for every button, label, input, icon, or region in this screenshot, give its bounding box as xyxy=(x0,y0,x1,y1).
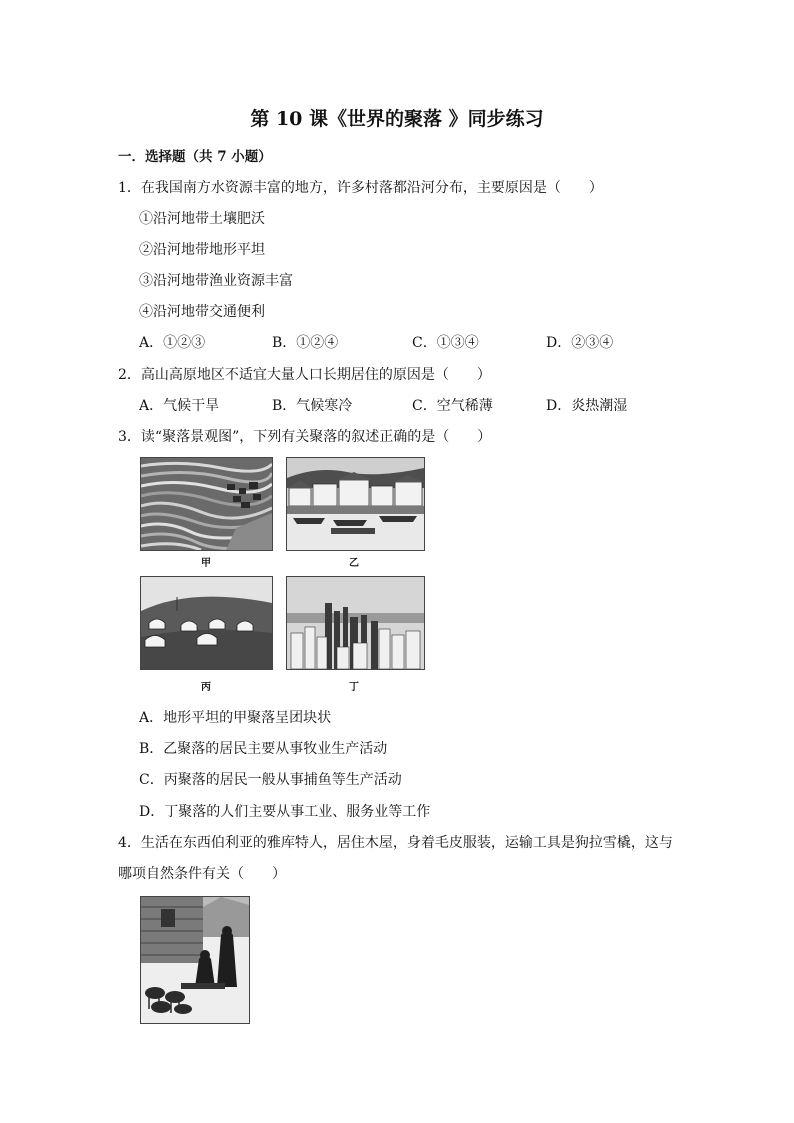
page-title: 第 10 课《世界的聚落 》同步练习 xyxy=(250,108,544,130)
photo-yurt-camp xyxy=(140,576,273,670)
question-2-stem: 2．高山高原地区不适宜大量人口长期居住的原因是（ ） xyxy=(118,367,491,383)
question-4-stem-line-1: 4．生活在东西伯利亚的雅库特人，居住木屋，身着毛皮服装，运输工具是狗拉雪橇，这与 xyxy=(118,835,673,851)
photo-caption-jia: 甲 xyxy=(201,558,211,569)
question-3-option-d: D．丁聚落的人们主要从事工业、服务业等工作 xyxy=(139,804,431,820)
photo-fishing-village xyxy=(286,457,425,551)
question-3-stem: 3．读“聚落景观图”，下列有关聚落的叙述正确的是（ ） xyxy=(118,429,492,445)
question-3-option-b: B．乙聚落的居民主要从事牧业生产活动 xyxy=(139,741,388,757)
photo-caption-bing: 丙 xyxy=(201,682,211,693)
question-1-option-d: D．②③④ xyxy=(546,335,614,351)
question-2-option-a: A．气候干旱 xyxy=(139,398,220,414)
question-1-item: ①沿河地带土壤肥沃 xyxy=(139,211,265,227)
photo-caption-yi: 乙 xyxy=(349,558,359,569)
photo-city-skyline xyxy=(286,576,425,670)
question-1-stem: 1．在我国南方水资源丰富的地方，许多村落都沿河分布，主要原因是（ ） xyxy=(118,180,603,196)
photo-terraced-village xyxy=(140,457,273,551)
question-2-option-b: B．气候寒冷 xyxy=(272,398,353,414)
section-heading: 一．选择题（共 7 小题） xyxy=(118,149,272,165)
question-1-item: ②沿河地带地形平坦 xyxy=(139,242,265,258)
question-1-option-a: A．①②③ xyxy=(139,335,206,351)
question-3-option-a: A．地形平坦的甲聚落呈团块状 xyxy=(139,710,332,726)
question-1-item: ④沿河地带交通便利 xyxy=(139,304,265,320)
question-1-item: ③沿河地带渔业资源丰富 xyxy=(139,273,293,289)
question-1-option-b: B．①②④ xyxy=(272,335,339,351)
question-3-option-c: C．丙聚落的居民一般从事捕鱼等生产活动 xyxy=(139,772,402,788)
photo-caption-ding: 丁 xyxy=(349,682,359,693)
question-1-option-c: C．①③④ xyxy=(412,335,479,351)
question-2-option-c: C．空气稀薄 xyxy=(412,398,493,414)
question-2-option-d: D．炎热潮湿 xyxy=(546,398,628,414)
photo-dog-sled xyxy=(140,896,250,1024)
question-4-stem-line-2: 哪项自然条件有关（ ） xyxy=(118,866,286,882)
